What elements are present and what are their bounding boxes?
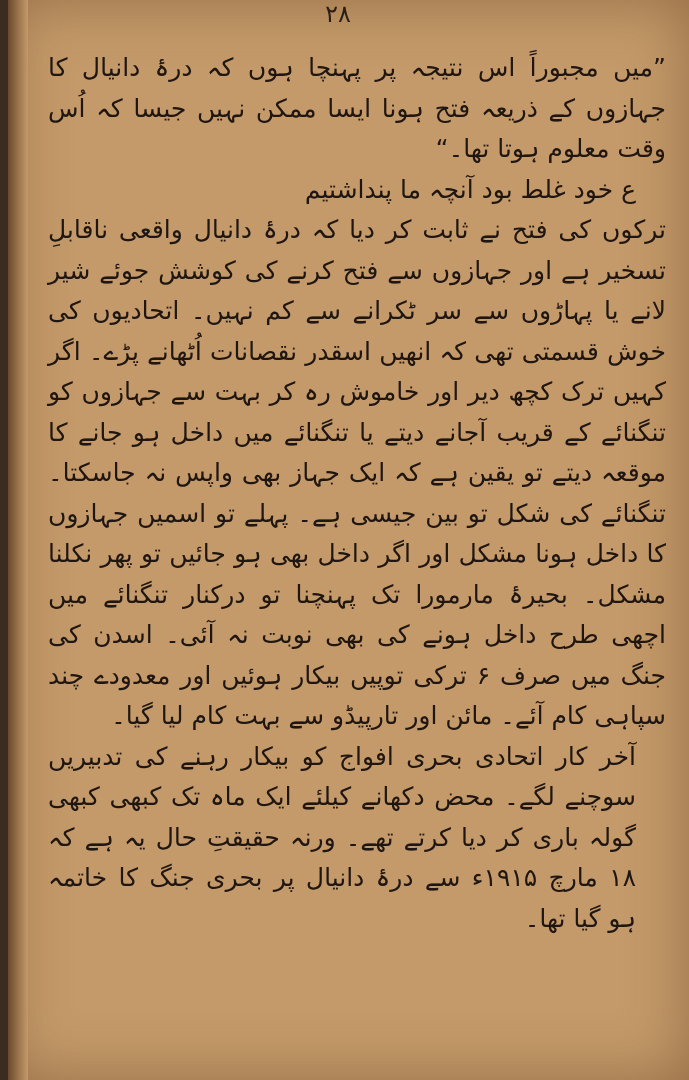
book-page	[8, 0, 689, 1080]
body-paragraph: ترکوں کی فتح نے ثابت کر دیا کہ درۂ دانیال واقعی ناقابلِ تسخیر ہے اور جہازوں سے فتح کرنے کی کوشش جوئے شیر لانے یا پہاڑوں سے سر ٹکرانے سے کم نہیں۔ اتحادیوں کی خوش قسمتی تھی کہ انھیں اسقدر نقصانات اُٹھانے پڑے۔ اگر کہیں ترک کچھ دیر اور خاموش رہ کر بہت سے جہازوں کو تنگنائے کے قریب آجانے دیتے یا تنگنائے میں داخل ہو جانے کا موقعہ دیتے تو یقین ہے کہ ایک جہاز بھی واپس نہ جاسکتا۔ تنگنائے کی شکل تو بین جیسی ہے۔ پہلے تو اسمیں جہازوں کا داخل ہونا مشکل اور اگر داخل بھی ہو جائیں تو پھر نکلنا مشکل۔ بحیرۂ مارمورا تک پہنچنا تو درکنار تنگنائے میں اچھی طرح داخل ہونے کی بھی نوبت نہ آئی۔ اسدن کی جنگ میں صرف ۶ ترکی توپیں بیکار ہوئیں اور معدودے چند سپاہی کام آئے۔ مائن اور تارپیڈو سے بہت کام لیا گیا۔	[48, 215, 666, 730]
book-spine	[8, 0, 28, 1080]
page-number: ۲۸	[325, 0, 351, 28]
quote-paragraph: ”میں مجبوراً اس نتیجہ پر پہنچا ہوں کہ درۂ دانیال کا جہازوں کے ذریعہ فتح ہونا ایسا ممکن نہیں جیسا کہ اُس وقت معلوم ہوتا تھا۔“	[48, 53, 666, 163]
body-paragraph-final: آخر کار اتحادی بحری افواج کو بیکار رہنے کی تدبیریں سوچنے لگے۔ محض دکھانے کیلئے ایک ماہ تک کبھی کبھی گولہ باری کر دیا کرتے تھے۔ ورنہ حقیقتِ حال یہ ہے کہ ۱۸ مارچ ۱۹۱۵ء سے درۂ دانیال پر بحری جنگ کا خاتمہ ہو گیا تھا۔	[48, 741, 636, 933]
page-body	[48, 48, 666, 939]
verse-line: ع خود غلط بود آنچہ ما پنداشتیم	[304, 174, 636, 204]
